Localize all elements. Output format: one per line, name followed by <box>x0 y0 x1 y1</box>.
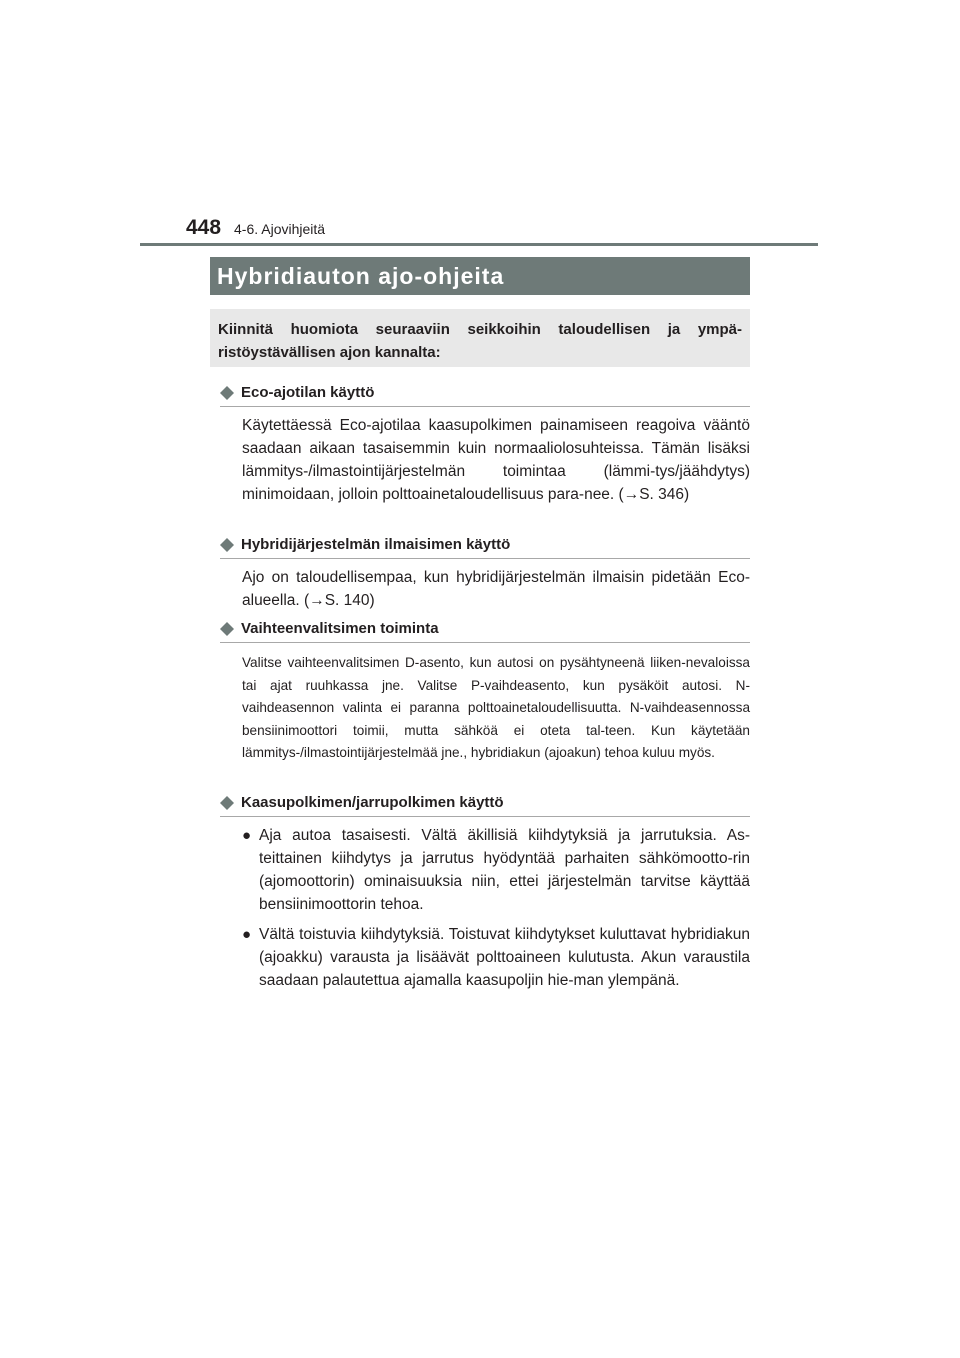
intro-box: Kiinnitä huomiota seuraaviin seikkoihin taloudellisen ja ympä-ristöystävällisen ajon kannalta: <box>210 309 750 367</box>
section-title: Vaihteenvalitsimen toiminta <box>241 620 439 637</box>
diamond-bullet-icon <box>220 538 234 552</box>
diamond-bullet-icon <box>220 796 234 810</box>
section-text: Käytettäessä Eco-ajotilaa kaasupolkimen painamiseen reagoiva vääntö saadaan aikaan tasaisemmin kuin normaaliolosuhteissa. Tämän lisäksi lämmitys-/ilmastointijärjestelmän toimintaa (lämmi-tys/jäähdytys) minimoidaan, jolloin polttoainetaloudellisuus para-nee. (→S. 346) <box>242 417 750 503</box>
page-number: 448 <box>186 216 222 239</box>
diamond-bullet-icon <box>220 622 234 636</box>
section-heading <box>220 790 750 817</box>
page-title: Hybridiauton ajo-ohjeita <box>210 257 750 295</box>
section-title: Eco-ajotilan käyttö <box>241 384 375 401</box>
breadcrumb: 4-6. Ajovihjeitä <box>234 221 326 237</box>
bullet-dot-icon: ● <box>242 926 252 943</box>
list-item-text: Aja autoa tasaisesti. Vältä äkillisiä kiihdytyksiä ja jarrutuksia. As-teittainen kiihdytys ja jarrutus hyödyntää parhaiten sähkömootto-rin (ajomoottorin) ominaisuuksia niin, ettei järjestelmän tarvitse käyttää bensiinimoottorin tehoa. <box>259 827 750 913</box>
list-item-text: Vältä toistuvia kiihdytyksiä. Toistuvat kiihdytykset kuluttavat hybridiakun (ajoakku) varausta ja lisäävät polttoaineen kulutusta. Akun varaustila saadaan palautettua ajamalla kaasupoljin hie-man ylempänä. <box>259 926 750 989</box>
section-title: Hybridijärjestelmän ilmaisimen käyttö <box>241 536 511 553</box>
section-heading <box>220 380 750 407</box>
section-heading <box>220 532 750 559</box>
header-divider <box>140 243 818 246</box>
section-text: Valitse vaihteenvalitsimen D-asento, kun autosi on pysähtyneenä liiken-nevaloissa tai ajat ruuhkassa jne. Valitse P-vaihdeasento, kun pysäköit autosi. N-vaihdeasennon valinta ei paranna polttoainetaloudellisuutta. N-vaihdeasennossa bensiinimoottori toimii, mutta sähköä ei oteta tal-teen. Kun käytetään lämmitys-/ilmastointijärjestelmää jne., hybridiakun (ajoakun) tehoa kuluu myös. <box>242 655 750 760</box>
list-item <box>242 923 750 992</box>
section-title: Kaasupolkimen/jarrupolkimen käyttö <box>241 794 504 811</box>
section-shift-lever <box>220 616 750 765</box>
section-text: Ajo on taloudellisempaa, kun hybridijärjestelmän ilmaisin pidetään Eco-alueella. (→S. 140) <box>242 569 750 609</box>
bullet-dot-icon: ● <box>242 827 252 844</box>
section-pedals <box>220 790 750 992</box>
section-eco-mode <box>220 380 750 506</box>
list-item <box>242 824 750 916</box>
section-hybrid-indicator <box>220 532 750 612</box>
section-heading <box>220 616 750 643</box>
diamond-bullet-icon <box>220 386 234 400</box>
